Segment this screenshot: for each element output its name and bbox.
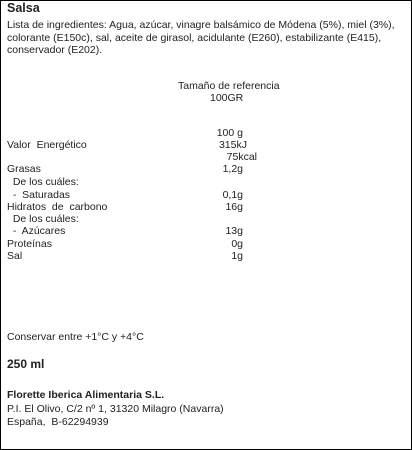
storage-instructions: Conservar entre +1°C y +4°C — [7, 331, 144, 343]
nutrient-value: 0,1g — [222, 189, 243, 201]
company-name: Florette Iberica Alimentaria S.L. — [7, 389, 165, 401]
net-volume: 250 ml — [7, 357, 45, 371]
reference-label: Tamaño de referencia — [178, 80, 280, 92]
energy-label: Valor Energético — [7, 139, 87, 151]
company-address: P.I. El Olivo, C/2 nº 1, 31320 Milagro (Navarra) — [7, 403, 224, 415]
company-country-cif: España, B-62294939 — [7, 416, 109, 428]
nutrient-label: De los cuáles: — [7, 213, 79, 225]
energy-kj-value: 315kJ — [218, 139, 247, 151]
nutrient-label: - Azúcares — [7, 225, 66, 237]
nutrient-label: De los cuáles: — [7, 176, 79, 188]
product-name: Salsa — [7, 1, 40, 15]
nutrient-value: 0g — [231, 238, 243, 250]
nutrient-label: Proteínas — [7, 238, 52, 250]
nutrient-value: 13g — [225, 225, 243, 237]
nutrient-label: Grasas — [7, 163, 41, 175]
nutrient-value: 16g — [225, 201, 243, 213]
nutrient-label: Sal — [7, 250, 23, 262]
nutrient-value: 1,2g — [222, 163, 243, 175]
nutrient-value: 1g — [231, 250, 243, 262]
nutrient-label: - Saturadas — [7, 189, 71, 201]
nutrient-label: Hidratos de carbono — [7, 201, 108, 213]
per-100g-header: 100 g — [216, 127, 243, 139]
energy-kcal-value: 75kcal — [226, 151, 257, 163]
ingredients-list: Lista de ingredientes: Agua, azúcar, vinagre balsámico de Módena (5%), miel (3%), colorante (E150c), sal, aceite de girasol, acidulante (E260), estabilizante (E415), conservador (E202). — [7, 19, 395, 56]
reference-amount: 100GR — [210, 92, 244, 104]
